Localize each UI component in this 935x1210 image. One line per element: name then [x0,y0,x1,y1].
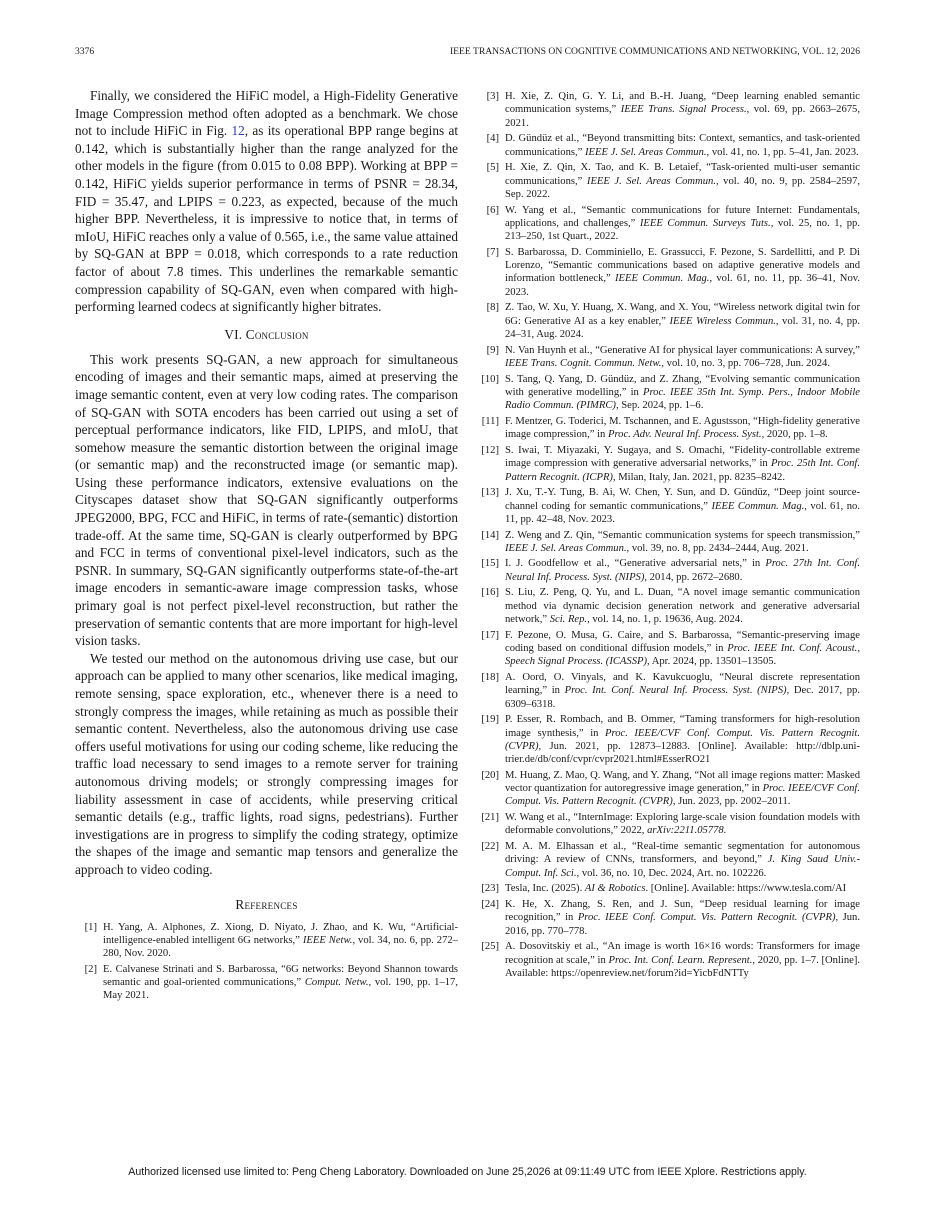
journal-title: IEEE TRANSACTIONS ON COGNITIVE COMMUNICATIONS AND NETWORKING, VOL. 12, 2026 [449,46,860,57]
reference-item [477,161,860,201]
reference-details: , vol. 61, no. 11, pp. 36–41, Nov. 2023. [505,273,860,298]
reference-authors-title: D. Gündüz et al., “Beyond transmitting bits: Context, semantics, and task-oriented communications,” [505,133,860,158]
running-header [75,46,860,60]
reference-authors-title: N. Van Huynh et al., “Generative AI for physical layer communications: A survey,” [505,344,860,356]
reference-item [75,921,458,961]
reference-number: [19] [481,714,499,726]
reference-details: , vol. 190, pp. 1–17, May 2021. [103,977,458,1002]
reference-authors-title: W. Yang et al., “Semantic communications for future Internet: Fundamentals, applications, and challenges,” [505,204,860,229]
reference-authors-title: S. Iwai, T. Miyazaki, Y. Sugaya, and S. Omachi, “Fidelity-controllable extreme image compression with generative adversarial networks,” in [505,444,860,470]
reference-item [477,486,860,526]
conclusion-paragraph-2: We tested our method on the autonomous driving use case, but our approach can be applied to many other scenarios, like medical imaging, remote sensing, space exploration, etc., whenever there is a need to strongly compress the images, while retaining as much as possible their semantic content. Nevertheless, also the autonomous driving use case offers useful motivations for using our coding scheme, like reducing the traffic load necessary to send images to a remote server for training autonomous driving models; or strongly compressing images for liability assessment in case of accidents, while preserving critical semantic details (e.g., traffic lights, road signs, pedestrians). Further investigations are in progress to simplify the coding strategy, optimize the shapes of the image and semantic map tensors and generalize the approach to video coding. [75,650,458,877]
reference-details: , vol. 10, no. 3, pp. 706–728, Jun. 2024. [661,357,830,369]
reference-number: [5] [486,162,499,174]
reference-number: [23] [481,883,499,895]
reference-item [477,882,860,895]
reference-number: [11] [481,415,499,427]
reference-authors-title: H. Yang, A. Alphones, Z. Xiong, D. Niyato, J. Zhao, and K. Wu, “Artificial-intelligence-enabled intelligent 6G networks,” [103,921,458,946]
reference-venue: IEEE Wireless Commun. [669,315,776,327]
conclusion-title: Conclusion [245,326,309,342]
reference-number: [1] [84,921,97,933]
reference-details: , vol. 39, no. 8, pp. 2434–2444, Aug. 2021. [626,542,809,554]
reference-number: [20] [481,769,499,781]
reference-details: , vol. 41, no. 1, pp. 5–41, Jan. 2023. [706,146,859,158]
reference-item [477,301,860,341]
reference-details: , vol. 61, no. 11, pp. 42–48, Nov. 2023. [505,500,860,525]
reference-venue: Proc. Adv. Neural Inf. Process. Syst. [607,429,762,441]
reference-number: [21] [481,812,499,824]
reference-authors-title: A. Oord, O. Vinyals, and K. Kavukcuoglu, “Neural discrete representation learning,” in [505,672,860,697]
hific-text-part2: , as its operational BPP range begins at 0.142, which is substantially higher than the range analyzed for the other models in the figure (from 0.015 to 0.08 BPP). Working at BPP = 0.142, HiFiC yields superior performance in terms of PSNR = 28.34, FID = 35.47, and LPIPS = 0.223, as expected, because of the much higher BPP. Nevertheless, it is impressive to notice that, in terms of mIoU, HiFiC reaches only a value of 0.565, i.e., the same value attained by SQ-GAN at BPP = 0.018, which corresponds to a rate reduction factor of about 7.8 times. This underlines the remarkable semantic compression capability of SQ-GAN, even when compared with high-performing learned codecs at significantly higher bitrates. [75,123,459,315]
right-column [477,90,860,983]
hific-text-part1: Finally, we considered the HiFiC model, a High-Fidelity Generative Image Compression method often adopted as a benchmark. We chose not to include HiFiC in Fig. [75,88,458,139]
reference-authors-title: H. Xie, Z. Qin, X. Tao, and K. B. Letaief, “Task-oriented multi-user semantic communications,” [505,162,860,187]
reference-details: , vol. 34, no. 6, pp. 272–280, Nov. 2020. [103,934,458,960]
reference-item [75,963,458,1003]
reference-item [477,132,860,159]
reference-details: , Jun. 2016, pp. 770–778. [505,912,860,937]
reference-venue: Proc. IEEE/CVF Conf. Comput. Vis. Pattern Recognit. (CVPR) [505,727,860,752]
reference-authors-title: J. Xu, T.-Y. Tung, B. Ai, W. Chen, Y. Sun, and D. Gündüz, “Deep joint source-channel coding for semantic communications,” [505,487,860,512]
reference-details: . [Online]. Available: https://www.tesla.com/AI [645,883,847,895]
reference-venue: Proc. Int. Conf. Neural Inf. Process. Syst. (NIPS) [564,685,787,697]
reference-item [477,557,860,584]
reference-list-left [75,921,458,1003]
reference-number: [2] [84,963,97,975]
reference-venue: IEEE Commun. Mag. [615,273,710,285]
reference-item [477,529,860,556]
reference-venue: IEEE Trans. Signal Process. [620,104,747,116]
reference-item [477,629,860,669]
reference-venue: J. King Saud Univ.-Comput. Inf. Sci. [505,854,860,879]
reference-details: , Apr. 2024, pp. 13501–13505. [647,656,777,668]
reference-details: , vol. 36, no. 10, Dec. 2024, Art. no. 102226. [576,867,767,879]
left-column [75,87,458,1005]
reference-venue: IEEE J. Sel. Areas Commun. [505,542,627,554]
reference-authors-title: W. Wang et al., “InternImage: Exploring large-scale vision foundation models with deformable convolutions,” 2022, [505,812,860,837]
reference-authors-title: H. Xie, Z. Qin, G. Y. Li, and B.-H. Juang, “Deep learning enabled semantic communication systems,” [505,91,860,116]
page-number: 3376 [75,46,95,57]
reference-authors-title: F. Mentzer, G. Toderici, M. Tschannen, and E. Agustsson, “High-fidelity generative image compression,” in [505,415,860,441]
hific-paragraph [75,87,458,316]
reference-number: [12] [481,444,499,456]
reference-venue: IEEE Trans. Cognit. Commun. Netw. [505,357,662,369]
reference-authors-title: S. Barbarossa, D. Comminiello, E. Grassucci, F. Pezone, S. Sardellitti, and P. Di Lorenzo, “Semantic communications based on adaptive generative models and information bottleneck,” [505,246,860,285]
reference-authors-title: A. Dosovitskiy et al., “An image is worth 16×16 words: Transformers for image recognition at scale,” in [505,941,860,966]
reference-item [477,769,860,809]
reference-venue: Proc. 27th Int. Conf. Neural Inf. Process. Syst. (NIPS) [505,558,860,583]
reference-authors-title: F. Pezone, O. Musa, G. Caire, and S. Barbarossa, “Semantic-preserving image coding based on conditional diffusion models,” in [505,629,860,655]
reference-number: [22] [481,841,499,853]
reference-number: [13] [481,487,499,499]
reference-authors-title: M. Huang, Z. Mao, Q. Wang, and Y. Zhang, “Not all image regions matter: Masked vector quantization for autoregressive image generation,” in [505,769,860,795]
reference-number: [15] [481,558,499,570]
reference-number: [3] [486,91,499,102]
reference-item [477,204,860,244]
reference-venue: IEEE J. Sel. Areas Commun. [585,146,707,158]
reference-authors-title: K. He, X. Zhang, S. Ren, and J. Sun, “Deep residual learning for image recognition,” in [505,899,860,924]
figure-12-link[interactable]: 12 [231,123,245,139]
license-footer: Authorized licensed use limited to: Peng Cheng Laboratory. Downloaded on June 25,2026 at 09:11:49 UTC from IEEE Xplore. Restrictions apply. [128,1166,807,1178]
reference-number: [16] [481,587,499,599]
reference-venue: Proc. IEEE 35th Int. Symp. Pers., Indoor Mobile Radio Commun. (PIMRC) [505,386,861,412]
reference-item [477,415,860,442]
reference-authors-title: P. Esser, R. Rombach, and B. Ommer, “Taming transformers for high-resolution image synthesis,” in [505,714,860,739]
reference-authors-title: Z. Weng and Z. Qin, “Semantic communication systems for speech transmission,” [505,529,860,541]
reference-number: [9] [486,344,499,356]
reference-number: [7] [486,246,499,258]
reference-authors-title: I. J. Goodfellow et al., “Generative adversarial nets,” in [505,558,766,570]
reference-venue: IEEE J. Sel. Areas Commun. [586,175,716,187]
reference-item [477,811,860,838]
reference-details: , vol. 14, no. 1, p. 19636, Aug. 2024. [587,614,743,626]
reference-details: , vol. 69, pp. 2663–2675, 2021. [505,104,860,129]
reference-venue: Proc. IEEE/CVF Conf. Comput. Vis. Pattern Recognit. (CVPR) [505,783,861,808]
reference-number: [4] [486,133,499,145]
reference-venue: arXiv:2211.05778. [647,825,727,837]
reference-venue: IEEE Commun. Surveys Tuts. [639,217,771,229]
reference-number: [6] [486,204,499,216]
reference-item [477,444,860,484]
reference-number: [25] [481,941,499,953]
reference-details: , 2020, pp. 1–8. [761,429,828,441]
reference-item [477,840,860,880]
reference-details: , vol. 40, no. 9, pp. 2584–2597, Sep. 2022. [505,175,861,200]
reference-number: [14] [481,529,499,541]
reference-number: [8] [486,302,499,314]
conclusion-paragraph-1: This work presents SQ-GAN, a new approach for simultaneous encoding of images and their semantic maps, aimed at preserving the image semantic content, even at very low coding rates. The comparison of SQ-GAN with SOTA encoders has been carried out using a set of perceptual performance indicators, like FID, LPIPS, and mIoU, that somehow measure the semantic distortion between the original image (or semantic map) and the reconstructed image (or semantic map). Using these performance indicators, extensive evaluations on the Cityscapes dataset show that SQ-GAN significantly outperforms JPEG2000, BPG, FCC and HiFiC, in terms of rate-(semantic) distortion trade-off. At the same time, SQ-GAN is clearly outperformed by BPG and FCC in terms of conventional pixel-level indicators, such as the PSNR. In summary, SQ-GAN significantly outperforms state-of-the-art image encoders in semantic-aware image compression tasks, whose primary goal is not perfect pixel-level reconstruction, but rather the preservation of semantic contents that are more important for high-level vision tasks. [75,351,458,649]
reference-details: , Jun. 2023, pp. 2002–2011. [672,796,791,808]
reference-number: [17] [481,629,499,641]
reference-details: , vol. 25, no. 1, pp. 213–250, 1st Quart., 2022. [505,217,861,243]
reference-item [477,940,860,980]
reference-venue: Comput. Netw. [304,977,369,989]
reference-item [477,373,860,413]
reference-authors-title: Tesla, Inc. (2025). [505,883,585,895]
reference-details: , Jun. 2021, pp. 12873–12883. [Online]. Available: http://dblp.uni-trier.de/db/conf/cvpr/cvpr2021.html#EsserRO21 [505,740,860,766]
reference-item [477,344,860,371]
reference-venue: Sci. Rep. [549,614,588,626]
reference-authors-title: Z. Tao, W. Xu, Y. Huang, X. Wang, and X. You, “Wireless network digital twin for 6G: Generative AI as a key enabler,” [505,302,860,327]
conclusion-numeral: VI. [224,326,246,342]
reference-item [477,90,860,130]
reference-item [477,246,860,299]
reference-details: , 2020, pp. 1–7. [Online]. Available: https://openreview.net/forum?id=YicbFdNTTy [505,954,860,979]
reference-venue: AI & Robotics [584,883,646,895]
reference-venue: IEEE Commun. Mag. [711,500,805,512]
reference-venue: Proc. IEEE Int. Conf. Acoust., Speech Signal Process. (ICASSP) [505,643,860,668]
reference-authors-title: E. Calvanese Strinati and S. Barbarossa, “6G networks: Beyond Shannon towards semantic and goal-oriented communications,” [103,963,458,989]
reference-venue: Proc. Int. Conf. Learn. Represent. [608,954,753,966]
reference-venue: Proc. IEEE Conf. Comput. Vis. Pattern Recognit. (CVPR) [577,912,836,924]
reference-number: [10] [481,373,499,385]
reference-item [477,671,860,711]
reference-authors-title: M. A. M. Elhassan et al., “Real-time semantic segmentation for autonomous driving: A review of CNNs, transformers, and beyond,” [505,841,860,866]
reference-number: [24] [481,899,499,911]
conclusion-heading [75,327,458,343]
reference-item [477,898,860,938]
reference-item [477,713,860,766]
references-heading: References [235,896,298,912]
reference-details: , Milan, Italy, Jan. 2021, pp. 8235–8242. [612,471,786,483]
reference-list-right [477,90,860,980]
reference-item [477,586,860,626]
reference-number: [18] [481,672,499,684]
reference-details: , vol. 31, no. 4, pp. 24–31, Aug. 2024. [505,315,860,340]
reference-authors-title: S. Tang, Q. Yang, D. Gündüz, and Z. Zhang, “Evolving semantic communication with generative modelling,” in [505,373,860,398]
reference-details: , 2014, pp. 2672–2680. [644,571,743,583]
reference-authors-title: S. Liu, Z. Peng, Q. Yu, and L. Duan, “A novel image semantic communication method via dynamic decision generation network and generative adversarial network,” [505,587,860,626]
reference-venue: Proc. 25th Int. Conf. Pattern Recognit. (ICPR) [505,458,860,483]
reference-details: , Sep. 2024, pp. 1–6. [615,400,704,412]
reference-details: , Dec. 2017, pp. 6309–6318. [505,685,860,710]
reference-venue: IEEE Netw. [302,934,353,946]
